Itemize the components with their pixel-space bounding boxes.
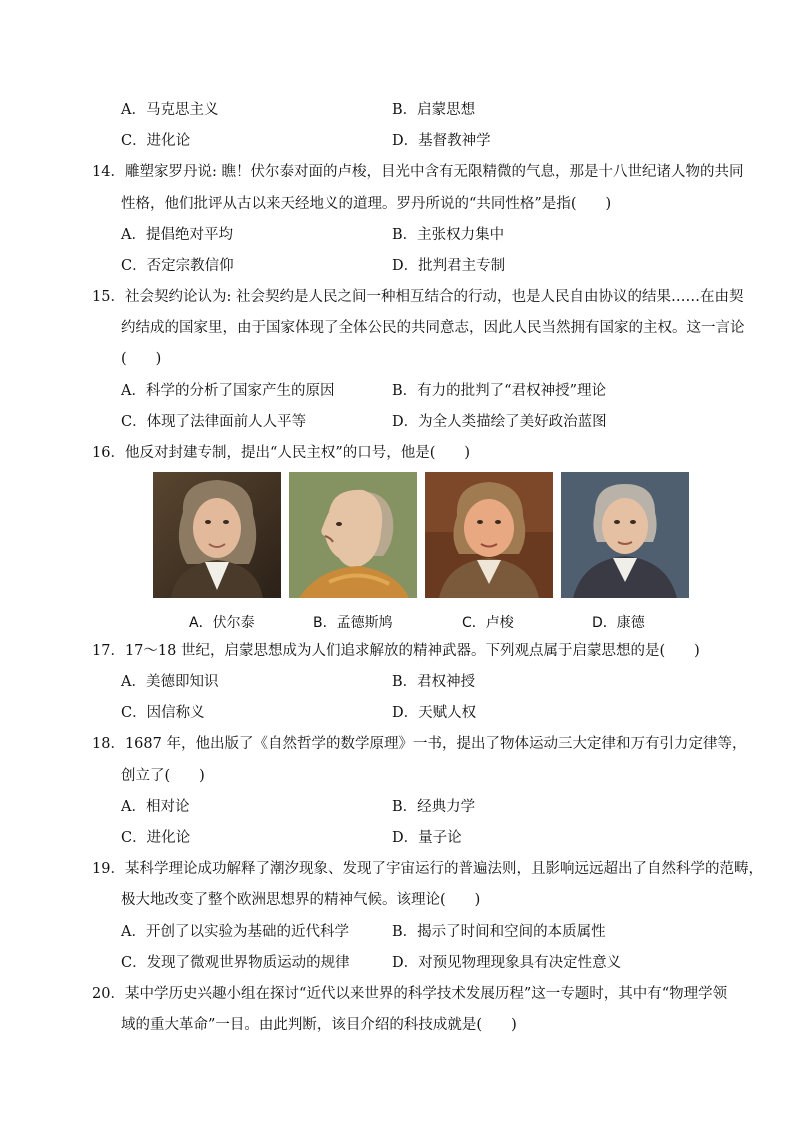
q18-option-a: A．相对论 (121, 799, 190, 815)
q13-option-a: A．马克思主义 (121, 102, 219, 118)
q18-option-b: B．经典力学 (392, 799, 476, 815)
q14-option-b: B．主张权力集中 (392, 227, 505, 243)
q17-option-d: D．天赋人权 (392, 705, 477, 721)
q13-option-d: D．基督教神学 (392, 133, 491, 149)
q19-option-a: A．开创了以实验为基础的近代科学 (121, 924, 349, 940)
q13-option-c: C．进化论 (121, 133, 191, 149)
q18-option-d: D．量子论 (392, 830, 462, 846)
q18-stem-line2: 创立了( ) (121, 768, 205, 784)
q16-caption-d: D．康德 (592, 615, 645, 631)
q17-option-b: B．君权神授 (392, 674, 476, 690)
q20-stem-line1: 20．某中学历史兴趣小组在探讨“近代以来世界的科学技术发展历程”这一专题时，其中有“物理学领 (92, 986, 728, 1002)
q18-stem-line1: 18．1687 年，他出版了《自然哲学的数学原理》一书，提出了物体运动三大定律和万有引力定律等， (92, 736, 747, 752)
q17-option-a: A．美德即知识 (121, 674, 219, 690)
q16-caption-a: A．伏尔泰 (189, 615, 255, 631)
q20-stem-line2: 域的重大革命”一目。由此判断，该目介绍的科技成就是( ) (121, 1017, 517, 1033)
q19-option-c: C．发现了微观世界物质运动的规律 (121, 955, 350, 971)
q14-option-a: A．提倡绝对平均 (121, 227, 233, 243)
q19-stem-line2: 极大地改变了整个欧洲思想界的精神气候。该理论( ) (121, 892, 481, 908)
q17-stem-line1: 17．17～18 世纪，启蒙思想成为人们追求解放的精神武器。下列观点属于启蒙思想的是( ) (92, 643, 700, 659)
q15-stem-line3: ( ) (121, 351, 162, 367)
portrait-montesquieu (289, 472, 417, 598)
q16-stem-line1: 16．他反对封建专制，提出“人民主权”的口号，他是( ) (92, 445, 471, 461)
q19-option-b: B．揭示了时间和空间的本质属性 (392, 924, 606, 940)
portrait-kant (561, 472, 689, 598)
q15-option-c: C．体现了法律面前人人平等 (121, 414, 307, 430)
q16-caption-c: C．卢梭 (462, 615, 514, 631)
q15-stem-line2: 约结成的国家里，由于国家体现了全体公民的共同意志，因此人民当然拥有国家的主权。这一言论 (121, 320, 745, 336)
q16-portrait-row (153, 472, 689, 600)
portrait-rousseau (425, 472, 553, 598)
q14-option-c: C．否定宗教信仰 (121, 258, 234, 274)
q14-stem-line2: 性格，他们批评从古以来天经地义的道理。罗丹所说的“共同性格”是指( ) (121, 196, 612, 212)
q15-stem-line1: 15．社会契约论认为: 社会契约是人民之间一种相互结合的行动，也是人民自由协议的结果……在由契 (92, 289, 744, 305)
portrait-voltaire (153, 472, 281, 598)
q14-option-d: D．批判君主专制 (392, 258, 506, 274)
q15-option-d: D．为全人类描绘了美好政治蓝图 (392, 414, 607, 430)
q17-option-c: C．因信称义 (121, 705, 205, 721)
q15-option-a: A．科学的分析了国家产生的原因 (121, 383, 335, 399)
q13-option-b: B．启蒙思想 (392, 102, 476, 118)
q19-stem-line1: 19．某科学理论成功解释了潮汐现象、发现了宇宙运行的普遍法则，且影响远远超出了自然科学的范畴， (92, 861, 763, 877)
q19-option-d: D．对预见物理现象具有决定性意义 (392, 955, 622, 971)
q18-option-c: C．进化论 (121, 830, 191, 846)
q15-option-b: B．有力的批判了“君权神授”理论 (392, 383, 606, 399)
q14-stem-line1: 14．雕塑家罗丹说: 瞧！伏尔泰对面的卢梭，目光中含有无限精微的气息，那是十八世纪诸人物的共同 (92, 164, 744, 180)
q16-caption-b: B．孟德斯鸠 (313, 615, 393, 631)
